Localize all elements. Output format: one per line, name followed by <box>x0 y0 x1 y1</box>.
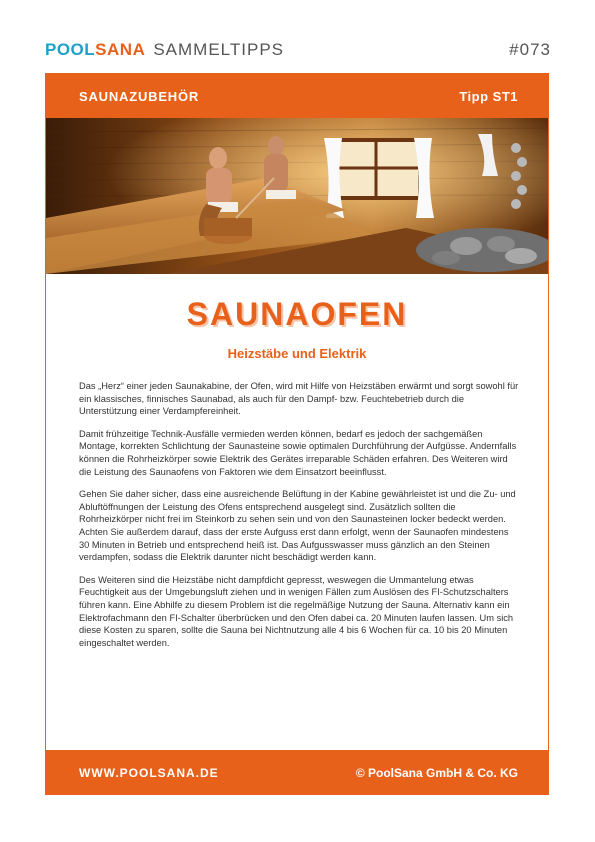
page-title: SAUNAOFEN <box>186 296 408 332</box>
paragraph: Gehen Sie daher sicher, dass eine ausreichende Belüftung in der Kabine gewährleistet ist und die Zu- und Abluftöffnungen der Leistung des Ofens entsprechend ausgelegt sind. Zusätzlich sollten die Rohrheizkörper nicht frei im Steinkorb zu sehen sein und von den Saunasteinen locker bedeckt werden. Achten Sie außerdem darauf, dass der erste Aufguss erst dann erfolgt, wenn der Saunaofen mindestens 30 Minuten in Betrieb und entsprechend heiß ist. Das Aufgusswasser muss gänzlich an den Steinen verdampfen, sodass die Elektrik darunter nicht beschädigt werden kann. <box>79 489 516 563</box>
brand-logo <box>45 40 284 60</box>
paragraph: Das „Herz“ einer jeden Saunakabine, der Ofen, wird mit Hilfe von Heizstäben erwärmt und sorgt sowohl für ein klassisches, finnisches Saunabad, als auch für den Dampf- bzw. Feuchtebetrieb durch die Unterstützung einer Verdampfereinheit. <box>79 381 519 417</box>
series-title: SAMMELTIPPS <box>153 40 284 59</box>
card-header <box>46 74 548 118</box>
brand-sana: SANA <box>95 40 146 59</box>
category-label: SAUNAZUBEHÖR <box>79 89 200 104</box>
top-bar <box>45 40 551 64</box>
paragraph: Damit frühzeitige Technik-Ausfälle vermieden werden können, bedarf es jedoch der sachgemäßen Montage, korrekten Schlichtung der Saunasteine sowie optimalen Durchführung der Aufgüsse. Andernfalls können die Rohrheizkörper sowie Elektrik des Gerätes irreparable Schäden erfahren. Des Weiteren wird die Leistung des Saunaofens von Faktoren wie dem Einsatzort beeinflusst. <box>79 428 517 477</box>
card-footer <box>46 750 548 794</box>
page-subtitle: Heizstäbe und Elektrik <box>227 346 367 361</box>
website-link[interactable]: WWW.POOLSANA.DE <box>79 766 219 780</box>
brand-pool: POOL <box>45 40 96 59</box>
copyright-notice: © PoolSana GmbH & Co. KG <box>355 766 518 780</box>
paragraph: Des Weiteren sind die Heizstäbe nicht dampfdicht gepresst, weswegen die Ummantelung etwas Feuchtigkeit aus der Umgebungsluft ziehen und in wenigen Fällen zum Auslösen des FI-Schutzschalters führen kann. Eine Abhilfe zu diesem Problem ist die regelmäßige Nutzung der Sauna. Alternativ kann ein Elektrofachmann den FI-Schalter überbrücken und den Ofen dabei ca. 20 Minuten laufen lassen. Um sich diese Kosten zu sparen, sollte die Sauna bei Nichtnutzung alle 4 bis 6 Wochen für ca. 10 bis 20 Minuten eingeschaltet werden. <box>79 574 514 648</box>
sauna-photo <box>46 118 548 274</box>
tip-card <box>45 73 549 795</box>
body-text <box>79 380 519 659</box>
sauna-photo-illustration <box>46 118 548 274</box>
tip-code: Tipp ST1 <box>459 89 518 104</box>
issue-number: #073 <box>509 40 551 59</box>
